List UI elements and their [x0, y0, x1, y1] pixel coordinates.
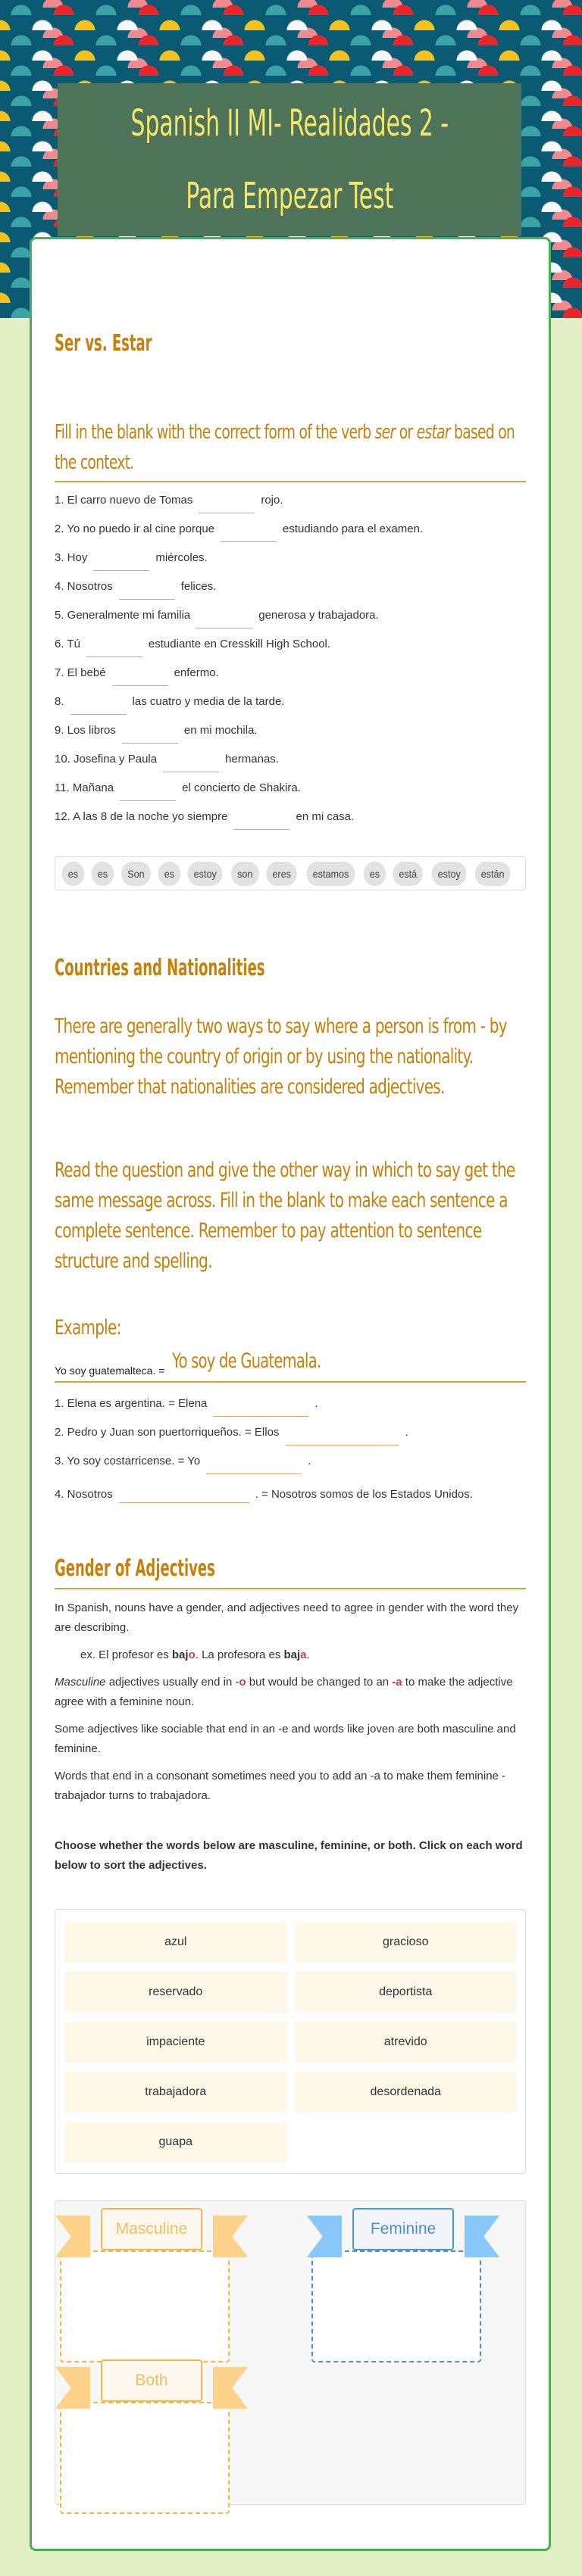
sort-instruction: Choose whether the words below are masculine, feminine, or both. Click on each word below to sort the adjectives. [55, 1839, 523, 1872]
page-title [130, 87, 448, 232]
adjective-tile[interactable]: desordenada [295, 2072, 518, 2113]
question-text: 2. Pedro y Juan son puertorriqueños. = Ellos [55, 1426, 280, 1439]
word-chip[interactable]: están [475, 862, 511, 886]
question-row [55, 1454, 526, 1483]
gender-example [55, 1645, 526, 1665]
worksheet-card [30, 237, 551, 2551]
adjective-tile[interactable]: guapa [64, 2122, 287, 2163]
word-chip[interactable]: es [62, 862, 85, 886]
answer-blank[interactable] [213, 1402, 308, 1417]
adjective-tile[interactable]: gracioso [295, 1922, 518, 1963]
question-row [55, 1425, 526, 1454]
question-text: . [405, 1426, 408, 1439]
question-row [55, 608, 526, 637]
word-chip[interactable]: estamos [306, 862, 355, 886]
word-chip[interactable]: Son [121, 862, 151, 886]
both-ribbon [78, 2359, 225, 2401]
ex-text: . [306, 1648, 310, 1661]
question-row [55, 550, 526, 579]
question-text: en mi mochila. [183, 724, 258, 737]
category-label: Both [101, 2359, 202, 2402]
question-row [55, 1396, 526, 1425]
ex-ending: a [300, 1648, 307, 1661]
question-text: 4. Nosotros [55, 1488, 113, 1501]
feminine-ribbon [330, 2208, 477, 2250]
question-text: en mi casa. [296, 810, 355, 823]
question-text: 11. Mañana [55, 781, 114, 794]
answer-blank[interactable] [86, 642, 142, 657]
gender-paragraph-1: In Spanish, nouns have a gender, and adjectives need to agree in gender with the word they are describing. [55, 1601, 519, 1634]
word-bank [55, 856, 526, 890]
answer-blank[interactable] [70, 700, 127, 715]
italic-word: Masculine [55, 1676, 106, 1689]
gender-paragraph-3: Some adjectives like sociable that end in an -e and words like joven are both masculine and feminine. [55, 1723, 516, 1755]
category-label: Masculine [101, 2208, 202, 2250]
question-text: felices. [180, 580, 217, 593]
question-row [55, 579, 526, 608]
answer-blank[interactable] [119, 585, 175, 600]
ending-a: -a [392, 1676, 402, 1689]
ex-text: . La profesora es [195, 1648, 284, 1661]
question-text: 6. Tú [55, 638, 80, 650]
instruction-ser: ser [374, 421, 396, 444]
question-row [55, 666, 526, 694]
question-text: . [314, 1397, 318, 1410]
ex-text: ex. El profesor es [80, 1648, 172, 1661]
question-text: . = Nosotros somos de los Estados Unidos. [255, 1488, 473, 1501]
title-banner [58, 83, 521, 236]
answer-blank[interactable] [285, 1430, 399, 1445]
question-text: 2. Yo no puedo ir al cine porque [55, 522, 215, 535]
answer-blank[interactable] [221, 527, 277, 542]
word-chip[interactable]: eres [267, 862, 298, 886]
question-row [55, 752, 526, 781]
word-chip[interactable]: está [393, 862, 424, 886]
adjective-tile[interactable]: impaciente [64, 2022, 287, 2063]
question-text: rojo. [261, 494, 283, 507]
sort-categories [55, 2200, 526, 2505]
ex-bold: baj [171, 1648, 189, 1661]
masculine-drop-zone[interactable] [60, 2250, 230, 2362]
question-row [55, 694, 526, 723]
section-heading-countries: Countries and Nationalities [55, 955, 265, 981]
ex-ending: o [188, 1648, 196, 1661]
section-heading-ser-estar: Ser vs. Estar [55, 330, 152, 357]
example-prompt: Yo soy guatemalteca. = [55, 1364, 165, 1377]
word-chip[interactable]: son [231, 862, 259, 886]
instruction-text: or [395, 421, 417, 444]
answer-blank[interactable] [199, 498, 255, 513]
question-text: el concierto de Shakira. [182, 781, 301, 794]
word-chip[interactable]: es [91, 862, 114, 886]
answer-blank[interactable] [163, 757, 219, 772]
word-chip[interactable]: es [363, 862, 386, 886]
answer-blank[interactable] [196, 613, 252, 628]
question-text: 10. Josefina y Paula [55, 753, 158, 766]
divider [55, 1381, 526, 1383]
question-text: 1. Elena es argentina. = Elena [55, 1397, 208, 1410]
title-line: Para Empezar Test [186, 175, 393, 217]
ending-o: o [239, 1676, 246, 1689]
question-text: miércoles. [155, 551, 208, 564]
adjective-tile[interactable]: atrevido [295, 2022, 518, 2063]
question-row [55, 493, 526, 522]
question-text: . [308, 1455, 311, 1467]
instruction-estar: estar [416, 421, 450, 444]
answer-blank[interactable] [119, 1488, 249, 1503]
question-text: 1. El carro nuevo de Tomas [55, 494, 193, 507]
p-text: to make the adjective agree with a feminine noun. [55, 1676, 513, 1708]
question-text: enfermo. [174, 666, 219, 679]
answer-blank[interactable] [122, 728, 178, 744]
word-chip[interactable]: estoy [188, 862, 223, 886]
answer-blank[interactable] [233, 815, 289, 830]
question-text: 8. [55, 695, 64, 708]
example-answer: Yo soy de Guatemala. [172, 1349, 321, 1373]
countries-paragraph-1: There are generally two ways to say where a person is from - by mentioning the country of origin or by using the nationality. Remember that nationalities are considered adjectives. [55, 1015, 507, 1099]
p-text: adjectives usually end in - [105, 1676, 239, 1689]
question-text: 12. A las 8 de la noche yo siempre [55, 810, 228, 823]
adjective-tile[interactable]: azul [64, 1922, 287, 1963]
category-label: Feminine [352, 2208, 454, 2250]
divider [55, 1588, 526, 1589]
p-text: but would be changed to an [246, 1676, 393, 1689]
both-drop-zone[interactable] [60, 2402, 230, 2514]
question-row [55, 809, 526, 838]
section-heading-gender: Gender of Adjectives [55, 1555, 215, 1582]
answer-blank[interactable] [93, 556, 149, 571]
question-row [55, 1483, 526, 1511]
answer-blank[interactable] [206, 1459, 302, 1474]
feminine-drop-zone[interactable] [311, 2250, 481, 2362]
word-chip[interactable]: estoy [431, 862, 466, 886]
ser-estar-instruction [55, 417, 535, 478]
countries-questions [55, 1396, 526, 1511]
question-text: estudiando para el examen. [283, 522, 424, 535]
countries-paragraph-2: Read the question and give the other way in which to say get the same message across. Fill in the blank to make each sentence a complete sentence. Remember to pay attention to sentence structure and spelling. [55, 1159, 515, 1273]
answer-blank[interactable] [112, 671, 168, 686]
example-row [55, 1349, 526, 1377]
gender-paragraph-4: Words that end in a consonant sometimes need you to add an -a to make them feminine - trabajador turns to trabajadora. [55, 1770, 506, 1802]
instruction-text: based on the context. [55, 421, 515, 474]
masculine-ribbon [78, 2208, 225, 2250]
question-row [55, 781, 526, 809]
adjective-tile[interactable]: reservado [64, 1972, 287, 2013]
question-text: 3. Yo soy costarricense. = Yo [55, 1455, 201, 1467]
sort-word-pool [55, 1909, 526, 2174]
divider [55, 481, 526, 482]
instruction-text: Fill in the blank with the correct form of the verb [55, 421, 375, 444]
adjective-tile[interactable]: deportista [295, 1972, 518, 2013]
question-text: 7. El bebé [55, 666, 106, 679]
example-label: Example: [55, 1316, 121, 1339]
word-chip[interactable]: es [158, 862, 180, 886]
question-row [55, 637, 526, 666]
question-row [55, 723, 526, 752]
question-text: 9. Los libros [55, 724, 116, 737]
question-text: generosa y trabajadora. [258, 609, 379, 622]
question-row [55, 522, 526, 550]
ser-estar-questions [55, 493, 526, 838]
gender-paragraph-2 [55, 1673, 526, 1712]
question-text: 3. Hoy [55, 551, 88, 564]
question-text: las cuatro y media de la tarde. [132, 695, 285, 708]
question-text: 5. Generalmente mi familia [55, 609, 191, 622]
question-text: estudiante en Cresskill High School. [148, 638, 331, 650]
question-text: hermanas. [225, 753, 279, 766]
ex-bold: baj [283, 1648, 301, 1661]
title-line: Spanish II MI- Realidades 2 - [130, 102, 449, 145]
adjective-tile[interactable]: trabajadora [64, 2072, 287, 2113]
question-text: 4. Nosotros [55, 580, 113, 593]
answer-blank[interactable] [120, 786, 176, 801]
